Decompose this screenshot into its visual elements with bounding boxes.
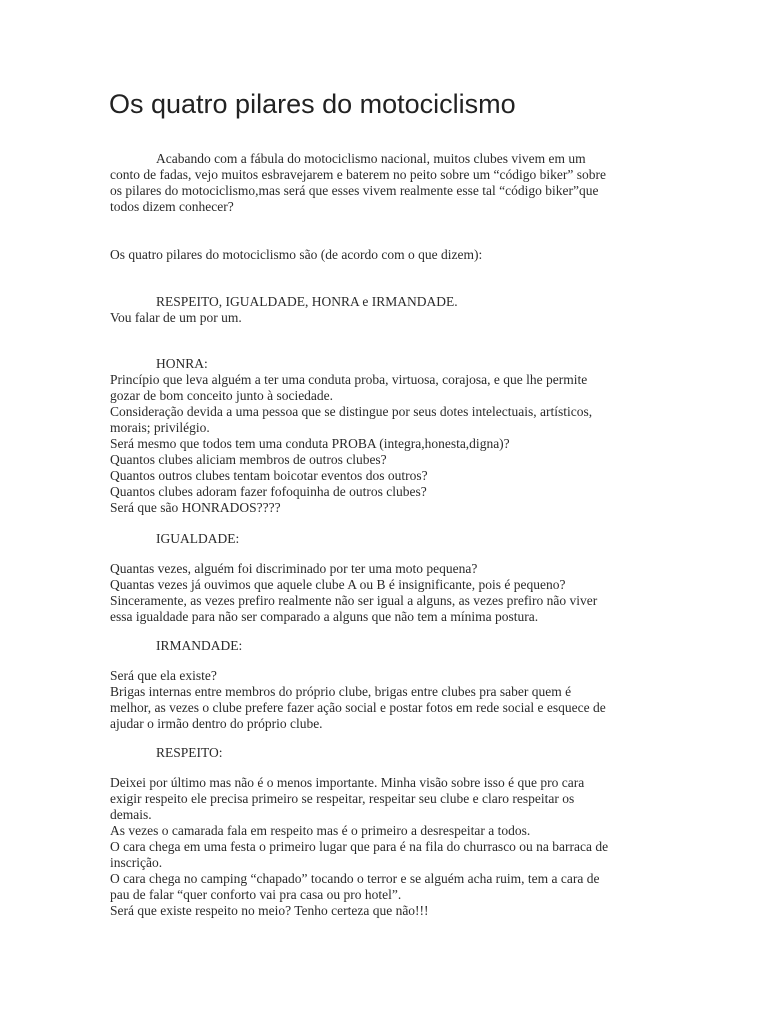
intro-paragraph — [110, 151, 660, 215]
igualdade-section — [110, 531, 660, 625]
igualdade-line: Sinceramente, as vezes prefiro realmente não ser igual a alguns, as vezes prefiro não viver — [110, 593, 598, 608]
intro-line: todos dizem conhecer? — [110, 199, 234, 214]
igualdade-line: essa igualdade para não ser comparado a alguns que não tem a mínima postura. — [110, 609, 539, 624]
document-title: Os quatro pilares do motociclismo — [109, 89, 516, 119]
irmandade-heading: IRMANDADE: — [156, 638, 243, 653]
pillars-intro-text: Os quatro pilares do motociclismo são (de acordo com o que dizem): — [110, 247, 483, 262]
honra-section — [110, 356, 660, 516]
honra-line: Quantos outros clubes tentam boicotar eventos dos outros? — [110, 468, 428, 483]
pillars-intro-paragraph — [110, 247, 660, 263]
respeito-line: As vezes o camarada fala em respeito mas é o primeiro a desrespeitar a todos. — [110, 823, 531, 838]
respeito-line: Deixei por último mas não é o menos importante. Minha visão sobre isso é que pro cara — [110, 775, 585, 790]
igualdade-line: Quantas vezes, alguém foi discriminado por ter uma moto pequena? — [110, 561, 478, 576]
respeito-line: Será que existe respeito no meio? Tenho certeza que não!!! — [110, 903, 429, 918]
intro-line: conto de fadas, vejo muitos esbravejarem e baterem no peito sobre um “código biker” sobre — [110, 167, 606, 182]
respeito-line: O cara chega no camping “chapado” tocando o terror e se alguém acha ruim, tem a cara de — [110, 871, 600, 886]
one-by-one-text: Vou falar de um por um. — [110, 310, 242, 325]
respeito-line: pau de falar “quer conforto vai pra casa ou pro hotel”. — [110, 887, 402, 902]
igualdade-heading: IGUALDADE: — [156, 531, 240, 546]
irmandade-line: Brigas internas entre membros do próprio clube, brigas entre clubes pra saber quem é — [110, 684, 572, 699]
respeito-section — [110, 745, 660, 919]
honra-line: Será que são HONRADOS???? — [110, 500, 281, 515]
intro-line: os pilares do motociclismo,mas será que esses vivem realmente esse tal “código biker”que — [110, 183, 599, 198]
honra-heading: HONRA: — [156, 356, 208, 371]
honra-line: gozar de bom conceito junto à sociedade. — [110, 388, 334, 403]
respeito-line: O cara chega em uma festa o primeiro lugar que para é na fila do churrasco ou na barraca de — [110, 839, 609, 854]
respeito-line: exigir respeito ele precisa primeiro se respeitar, respeitar seu clube e claro respeitar os — [110, 791, 575, 806]
irmandade-line: Será que ela existe? — [110, 668, 217, 683]
honra-line: Será mesmo que todos tem uma conduta PROBA (integra,honesta,digna)? — [110, 436, 510, 451]
intro-line: Acabando com a fábula do motociclismo nacional, muitos clubes vivem em um — [156, 151, 586, 166]
document-body — [110, 151, 660, 919]
irmandade-line: ajudar o irmão dentro do próprio clube. — [110, 716, 323, 731]
honra-line: Quantos clubes aliciam membros de outros clubes? — [110, 452, 387, 467]
honra-line: Quantos clubes adoram fazer fofoquinha de outros clubes? — [110, 484, 427, 499]
honra-line: Consideração devida a uma pessoa que se distingue por seus dotes intelectuais, artísticos, — [110, 404, 593, 419]
respeito-line: demais. — [110, 807, 152, 822]
irmandade-line: melhor, as vezes o clube prefere fazer ação social e postar fotos em rede social e esquece de — [110, 700, 606, 715]
respeito-line: inscrição. — [110, 855, 163, 870]
honra-line: Princípio que leva alguém a ter uma conduta proba, virtuosa, corajosa, e que lhe permite — [110, 372, 588, 387]
honra-line: morais; privilégio. — [110, 420, 210, 435]
pillars-list-paragraph — [110, 294, 660, 326]
pillars-list-text: RESPEITO, IGUALDADE, HONRA e IRMANDADE. — [156, 294, 458, 309]
irmandade-section — [110, 638, 660, 732]
igualdade-line: Quantas vezes já ouvimos que aquele clube A ou B é insignificante, pois é pequeno? — [110, 577, 566, 592]
respeito-heading: RESPEITO: — [156, 745, 223, 760]
